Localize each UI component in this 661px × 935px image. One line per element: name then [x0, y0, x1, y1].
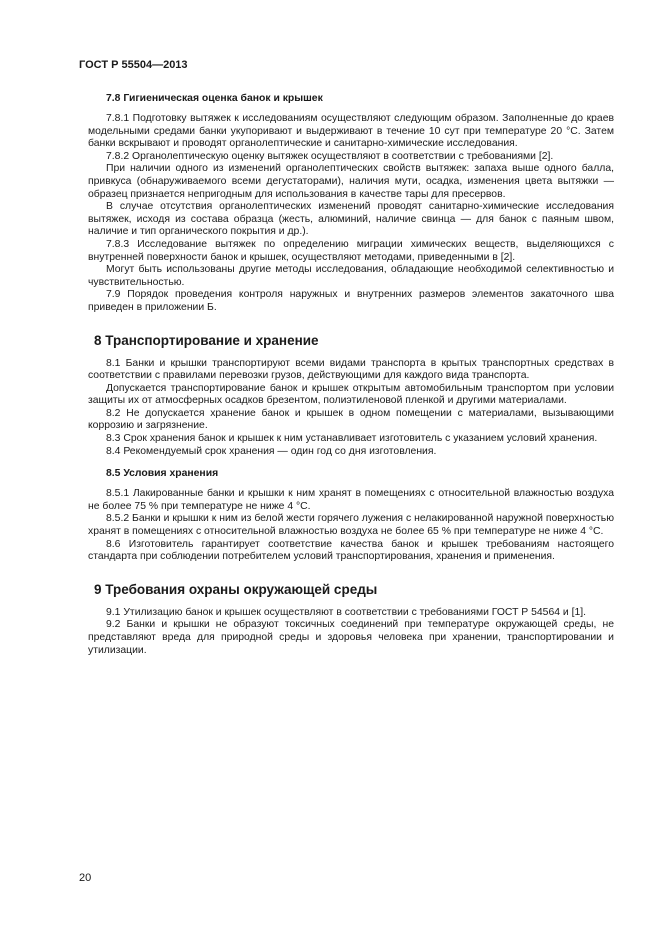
paragraph-7-8-1: 7.8.1 Подготовку вытяжек к исследованиям осуществляют следующим образом. Заполненные до краев модельными средами банки укупоривают и выдерживают в течение 10 сут при температуре 20 °С. Затем банки вскрывают и проводят органолептические и санитарно-химические исследования. — [88, 113, 614, 150]
section-9-heading: 9 Требования охраны окружающей среды — [94, 581, 378, 597]
paragraph-9-1: 9.1 Утилизацию банок и крышек осуществляют в соответствии с требованиями ГОСТ Р 54564 и [1]. — [106, 606, 587, 618]
paragraph-8-1: 8.1 Банки и крышки транспортируют всеми видами транспорта в крытых транспортных средствах в соответствии с правилами перевозки грузов, действующими для каждого вида транспорта. — [88, 357, 614, 382]
paragraph-8-6: 8.6 Изготовитель гарантирует соответствие качества банок и крышек требованиям настоящего стандарта при соблюдении потребителем условий транспортирования, хранения и применения. — [88, 538, 614, 563]
page-number: 20 — [79, 872, 92, 884]
section-8-heading: 8 Транспортирование и хранение — [94, 332, 319, 348]
paragraph-7-8-2-a: При наличии одного из изменений органолептических свойств вытяжек: запаха выше одного балла, привкуса (обнаруживаемого всеми дегустаторами), наличия мути, осадка, изменения цвета вытяжки — образец признается непригодным для использования в качестве тары для пресервов. — [88, 163, 614, 200]
paragraph-8-5-1: 8.5.1 Лакированные банки и крышки к ним хранят в помещениях с относительной влажностью воздуха не более 75 % при температуре не ниже 4 °С. — [88, 488, 614, 512]
paragraph-7-9: 7.9 Порядок проведения контроля наружных и внутренних размеров элементов закаточного шва приведен в приложении Б. — [88, 289, 614, 313]
paragraph-7-8-2-b: В случае отсутствия органолептических изменений проводят санитарно-химические исследования вытяжек, исходя из состава образца (жесть, алюминий, наличие свинца — для банок с паяным швом, наличие и тип органического покрытия и др.). — [88, 201, 614, 238]
paragraph-9-2: 9.2 Банки и крышки не образуют токсичных соединений при температуре окружающей среды, не представляют вреда для природной среды и здоровья человека при хранении, транспортировании и утилизации. — [88, 619, 614, 656]
section-7-8-heading: 7.8 Гигиеническая оценка банок и крышек — [106, 93, 323, 104]
paragraph-7-8-3-a: Могут быть использованы другие методы исследования, обладающие необходимой селективностью и чувствительностью. — [88, 264, 614, 288]
page-content — [88, 92, 614, 657]
paragraph-7-8-3: 7.8.3 Исследование вытяжек по определению миграции химических веществ, выделяющихся с внутренней поверхности банок и крышек, осуществляют методами, приведенными в [2]. — [88, 238, 614, 263]
paragraph-8-4: 8.4 Рекомендуемый срок хранения — один год со дня изготовления. — [106, 445, 437, 457]
section-8-5-heading: 8.5 Условия хранения — [106, 468, 219, 480]
document-header: ГОСТ Р 55504—2013 — [79, 59, 188, 71]
paragraph-8-2: 8.2 Не допускается хранение банок и крышек в одном помещении с материалами, вызывающими коррозию и загрязнение. — [88, 407, 614, 432]
paragraph-8-3: 8.3 Срок хранения банок и крышек к ним устанавливает изготовитель с указанием условий хранения. — [106, 433, 598, 445]
paragraph-8-1-a: Допускается транспортирование банок и крышек открытым автомобильным транспортом при условии защиты их от атмосферных осадков брезентом, полиэтиленовой пленкой и другими материалами. — [88, 382, 614, 407]
paragraph-8-5-2: 8.5.2 Банки и крышки к ним из белой жести горячего лужения с нелакированной наружной поверхностью хранят в помещениях с относительной влажностью воздуха не более 65 % при температуре не ниже 4 °С. — [88, 513, 614, 538]
paragraph-7-8-2: 7.8.2 Органолептическую оценку вытяжек осуществляют в соответствии с требованиями [2]. — [106, 150, 554, 162]
